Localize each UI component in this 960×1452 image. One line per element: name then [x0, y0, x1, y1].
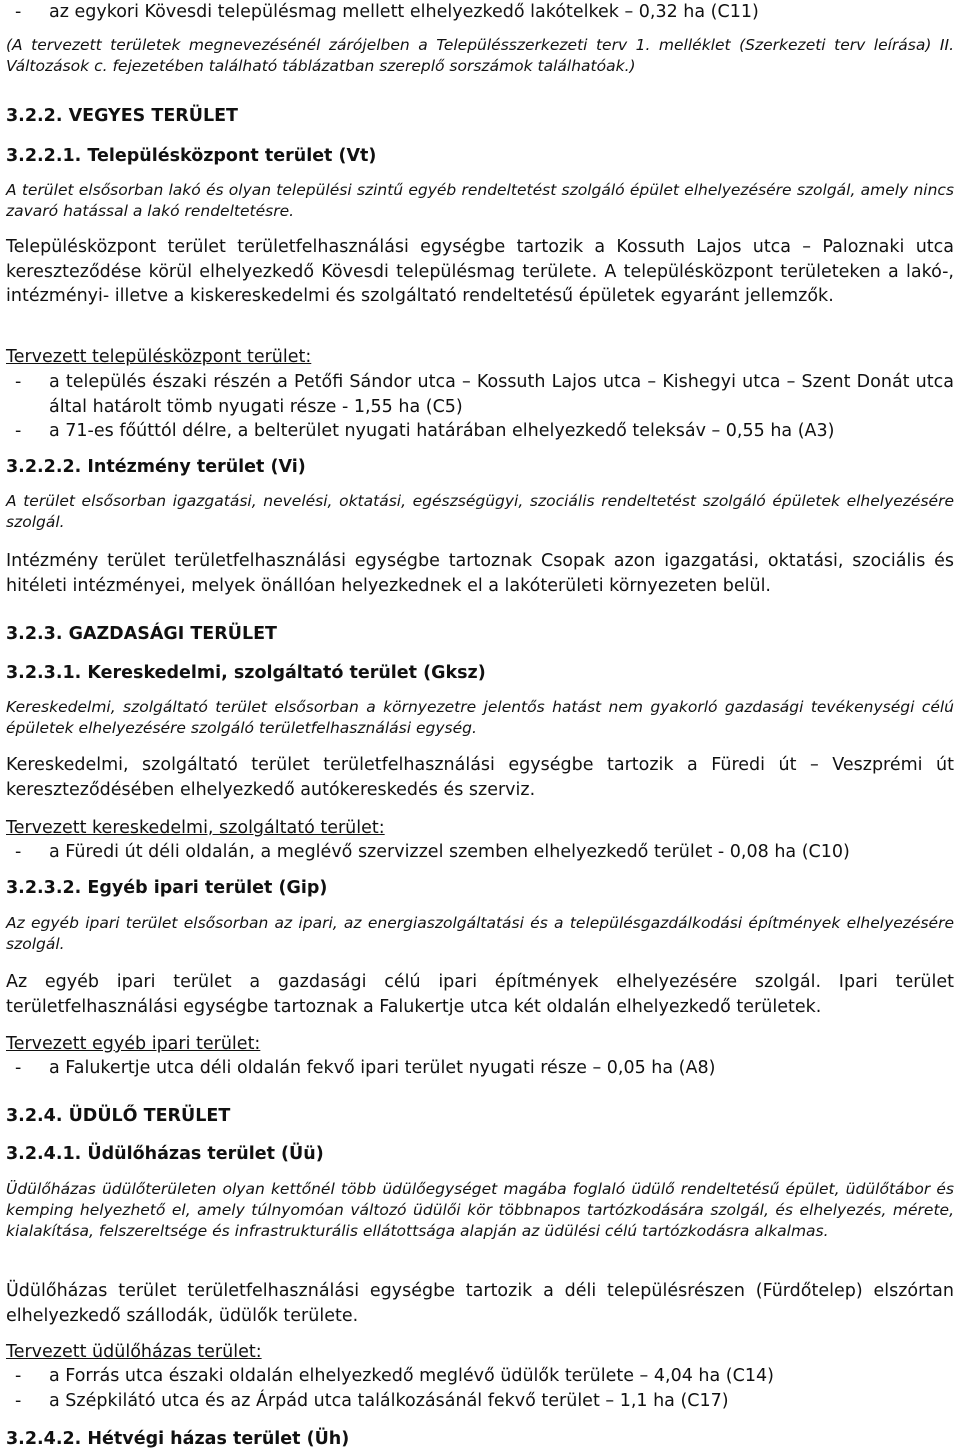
subsection-number: 3.2.3.2. — [6, 878, 82, 898]
list-item — [6, 370, 954, 419]
planned-list-gksz — [6, 840, 954, 865]
list-item-text: a település északi részén a Petőfi Sándor utca – Kossuth Lajos utca – Kishegyi utca – Szent Donát utca által határolt tömb nyugati része - 1,55 ha (C5) — [49, 372, 954, 417]
list-item-text: a Forrás utca északi oldalán elhelyezkedő meglévő üdülők területe – 4,04 ha (C14) — [49, 1366, 774, 1386]
list-item — [6, 840, 954, 865]
intro-note: (A tervezett területek megnevezésénél zárójelben a Településszerkezeti terv 1. melléklet (Szerkezeti terv leírása) II. Változások c. fejezetében található táblázatban szereplő sorszámok találhatóak.) — [6, 36, 954, 75]
definition-gip: Az egyéb ipari terület elsősorban az ipari, az energiaszolgáltatási és a településgazdálkodási építmények elhelyezésére szolgál. — [6, 914, 954, 953]
section-title: ÜDÜLŐ TERÜLET — [68, 1106, 231, 1126]
subsection-title: Kereskedelmi, szolgáltató terület (Gksz) — [87, 663, 486, 683]
planned-list-vt — [6, 370, 954, 444]
subsection-heading-gksz — [6, 661, 486, 685]
section-heading-vegyes — [6, 104, 238, 128]
subsection-number: 3.2.4.1. — [6, 1144, 82, 1164]
section-number: 3.2.2. — [6, 106, 63, 126]
planned-label-uu: Tervezett üdülőházas terület: — [6, 1342, 262, 1362]
list-item — [6, 1364, 954, 1389]
body-gksz: Kereskedelmi, szolgáltató terület területfelhasználási egységbe tartozik a Füredi út – Veszprémi út kereszteződésében elhelyezkedő autókereskedés és szerviz. — [6, 755, 954, 800]
definition-gksz: Kereskedelmi, szolgáltató terület elsősorban a környezetre jelentős hatást nem gyakorló gazdasági tevékenységi célú épületek elhelyezésére szolgáló területfelhasználási egység. — [6, 698, 954, 737]
list-item-text: a Szépkilátó utca és az Árpád utca találkozásánál fekvő terület – 1,1 ha (C17) — [49, 1390, 729, 1411]
subsection-title: Településközpont terület (Vt) — [87, 146, 377, 166]
body-vt: Településközpont terület területfelhasználási egységbe tartozik a Kossuth Lajos utca – Paloznaki utca kereszteződése körül elhelyezkedő Kövesdi településmag területe. A településközpont területeken a lakó-, intézményi- illetve a kiskereskedelmi és szolgáltató rendeltetésű épületek egyaránt jellemzők. — [6, 237, 954, 306]
list-dash: - — [15, 372, 22, 392]
planned-label-gksz: Tervezett kereskedelmi, szolgáltató terület: — [6, 818, 385, 838]
subsection-number: 3.2.3.1. — [6, 663, 82, 683]
subsection-number: 3.2.2.1. — [6, 146, 82, 166]
section-title: GAZDASÁGI TERÜLET — [68, 624, 277, 644]
planned-label-vt: Tervezett településközpont terület: — [6, 347, 312, 367]
list-item-text: az egykori Kövesdi településmag mellett elhelyezkedő lakótelkek – 0,32 ha (C11) — [49, 2, 759, 22]
body-uu: Üdülőházas terület területfelhasználási egységbe tartozik a déli településrészen (Fürdőtelep) elszórtan elhelyezkedő szállodák, üdülők területe. — [6, 1281, 954, 1326]
list-item — [6, 1389, 954, 1414]
body-vi: Intézmény terület területfelhasználási egységbe tartoznak Csopak azon igazgatási, oktatási, szociális és hitéleti intézményei, melyek önállóan helyezkednek el a lakóterületi környezeten belül. — [6, 551, 954, 596]
subsection-title: Egyéb ipari terület (Gip) — [87, 878, 328, 898]
section-number: 3.2.4. — [6, 1106, 63, 1126]
planned-label-gip: Tervezett egyéb ipari terület: — [6, 1034, 261, 1054]
list-item — [6, 1056, 954, 1081]
list-item — [6, 419, 954, 444]
list-item-text: a Falukertje utca déli oldalán fekvő ipari terület nyugati része – 0,05 ha (A8) — [49, 1058, 716, 1078]
planned-list-uu — [6, 1364, 954, 1413]
subsection-number: 3.2.4.2. — [6, 1429, 82, 1449]
list-dash: - — [15, 1366, 22, 1386]
subsection-heading-uu — [6, 1142, 324, 1166]
subsection-heading-uh — [6, 1427, 349, 1451]
list-dash: - — [15, 1058, 22, 1078]
list-dash: - — [15, 421, 22, 441]
section-title: VEGYES TERÜLET — [68, 106, 238, 126]
subsection-title: Intézmény terület (Vi) — [87, 457, 306, 477]
subsection-heading-vt — [6, 144, 376, 168]
section-heading-udulo — [6, 1104, 230, 1128]
list-item-text: a 71-es főúttól délre, a belterület nyugati határában elhelyezkedő teleksáv – 0,55 ha (A3) — [49, 421, 835, 441]
section-heading-gazdasagi — [6, 622, 277, 646]
list-item — [6, 0, 954, 25]
subsection-title: Hétvégi házas terület (Üh) — [87, 1429, 350, 1449]
section-number: 3.2.3. — [6, 624, 63, 644]
subsection-heading-vi — [6, 455, 306, 479]
definition-vt: A terület elsősorban lakó és olyan települési szintű egyéb rendeltetést szolgáló épület elhelyezésére szolgál, amely nincs zavaró hatással a lakó rendeltetésre. — [6, 181, 954, 220]
body-gip: Az egyéb ipari terület a gazdasági célú ipari építmények elhelyezésére szolgál. Ipari terület területfelhasználási egységbe tartoznak a Falukertje utca két oldalán elhelyezkedő területek. — [6, 972, 954, 1017]
list-dash: - — [15, 2, 22, 22]
list-dash: - — [15, 842, 22, 862]
planned-list-gip — [6, 1056, 954, 1081]
definition-vi: A terület elsősorban igazgatási, nevelési, oktatási, egészségügyi, szociális rendeltetést szolgáló épületek elhelyezésére szolgál. — [6, 492, 954, 531]
subsection-number: 3.2.2.2. — [6, 457, 82, 477]
list-dash: - — [15, 1390, 22, 1411]
subsection-heading-gip — [6, 876, 327, 900]
definition-uu: Üdülőházas üdülőterületen olyan kettőnél több üdülőegységet magába foglaló üdülő rendeltetésű épület, üdülőtábor és kemping helyezhető el, amely túlnyomóan változó üdülői kör többnapos tartózkodására szolgál, és elhelyezés, mérete, kialakítása, felszereltsége és infrastrukturális ellátottsága alapján az üdülési célú tartózkodásra alkalmas. — [6, 1180, 954, 1240]
subsection-title: Üdülőházas terület (Üü) — [87, 1144, 324, 1164]
list-item-text: a Füredi út déli oldalán, a meglévő szervizzel szemben elhelyezkedő terület - 0,08 ha (C10) — [49, 842, 850, 862]
